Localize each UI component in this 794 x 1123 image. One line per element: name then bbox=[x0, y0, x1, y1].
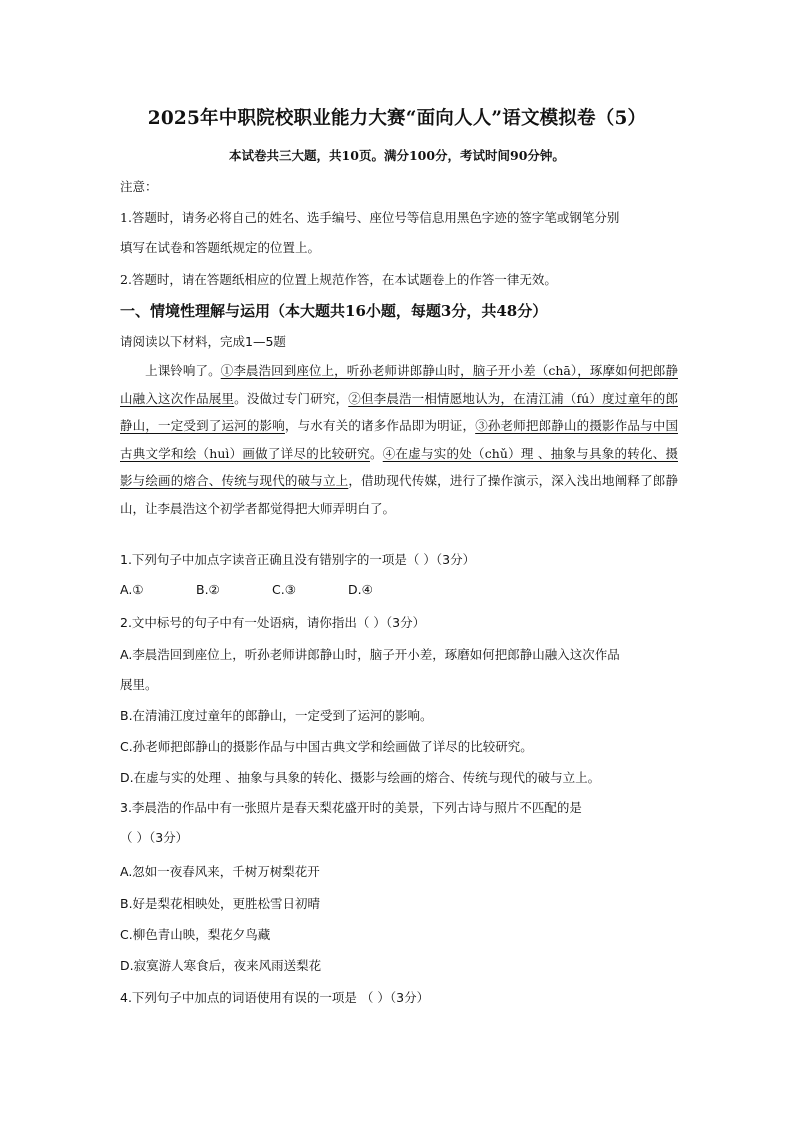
question-3-stem-cont: （ ）（3分） bbox=[120, 830, 189, 845]
question-4-stem: 4.下列句子中加点的词语使用有误的一项是 （ ）（3分） bbox=[120, 990, 430, 1005]
question-2-option-b: B.在清浦江度过童年的郎静山，一定受到了运河的影响。 bbox=[120, 708, 433, 723]
passage-text: 上课铃响了。 bbox=[145, 363, 221, 378]
option-b: B.② bbox=[196, 582, 220, 597]
question-2-stem: 2.文中标号的句子中有一处语病，请你指出（ ）（3分） bbox=[120, 615, 426, 630]
option-c: C.③ bbox=[272, 582, 296, 597]
option-a: A.① bbox=[120, 582, 144, 597]
question-2-option-a: A.李晨浩回到座位上，听孙老师讲郎静山时，脑子开小差，琢磨如何把郎静山融入这次作品 bbox=[120, 647, 620, 662]
section-heading: 一、情境性理解与运用（本大题共16小题，每题3分，共48分） bbox=[120, 302, 548, 320]
passage-sentence-2: ②但李晨浩一相情愿地认为，在清江浦（fú）度过童年的郎静山，一定受到了运河的影响 bbox=[120, 390, 678, 433]
question-2-option-d: D.在虚与实的处理 、抽象与具象的转化、摄影与绘画的熔合、传统与现代的破与立上。 bbox=[120, 770, 601, 785]
question-3-option-a: A.忽如一夜春风来，千树万树梨花开 bbox=[120, 864, 320, 879]
passage-text: 。 bbox=[369, 445, 383, 461]
notice-label: 注意： bbox=[120, 179, 158, 194]
question-3-option-c: C.柳色青山映，梨花夕鸟藏 bbox=[120, 927, 271, 942]
question-2-option-c: C.孙老师把郎静山的摄影作品与中国古典文学和绘画做了详尽的比较研究。 bbox=[120, 739, 533, 754]
option-d: D.④ bbox=[348, 582, 373, 597]
notice-item-1: 1.答题时，请务必将自己的姓名、选手编号、座位号等信息用黑色字迹的签字笔或钢笔分别 bbox=[120, 210, 620, 225]
passage-instruction: 请阅读以下材料，完成1—5题 bbox=[120, 334, 286, 349]
question-1-stem: 1.下列句子中加点字读音正确且没有错别字的一项是（ ）（3分） bbox=[120, 552, 476, 567]
question-3-stem: 3.李晨浩的作品中有一张照片是春天梨花盛开时的美景，下列古诗与照片不匹配的是 bbox=[120, 800, 582, 815]
notice-item-2: 2.答题时，请在答题纸相应的位置上规范作答，在本试题卷上的作答一律无效。 bbox=[120, 272, 557, 287]
exam-info: 本试卷共三大题，共10页。满分100分，考试时间90分钟。 bbox=[229, 148, 565, 163]
passage-text: ，与水有关的诸多作品即为明证， bbox=[284, 418, 476, 433]
passage-sentence-3: ③孙老师把郎静山的摄影作品与中国古典文学和绘（huì）画做了详尽的比较研究 bbox=[120, 418, 678, 461]
question-2-option-a-cont: 展里。 bbox=[120, 677, 158, 692]
passage-text: ，借助现代传媒，进行了操作演示，深入浅出地阐释了郎静山，让李晨浩这个初学者都觉得把大师弄明白了。 bbox=[120, 473, 678, 516]
question-3-option-d: D.寂寞游人寒食后，夜来风雨送梨花 bbox=[120, 958, 322, 973]
passage-text: 。没做过专门研究， bbox=[234, 390, 349, 406]
notice-item-1-cont: 填写在试卷和答题纸规定的位置上。 bbox=[120, 240, 321, 255]
question-1-options bbox=[120, 582, 680, 597]
question-3-option-b: B.好是梨花相映处，更胜松雪日初晴 bbox=[120, 896, 321, 911]
page-title: 2025年中职院校职业能力大赛“面向人人”语文模拟卷（5） bbox=[147, 108, 647, 129]
reading-passage bbox=[120, 357, 678, 522]
passage-sentence-1: ①李晨浩回到座位上，听孙老师讲郎静山时，脑子开小差（chā），琢摩如何把郎静山融入这次作品展里 bbox=[120, 363, 678, 406]
passage-sentence-4: ④在虚与实的处（chǔ）理 、抽象与具象的转化、摄影与绘画的熔合、传统与现代的破与立上 bbox=[120, 445, 678, 488]
